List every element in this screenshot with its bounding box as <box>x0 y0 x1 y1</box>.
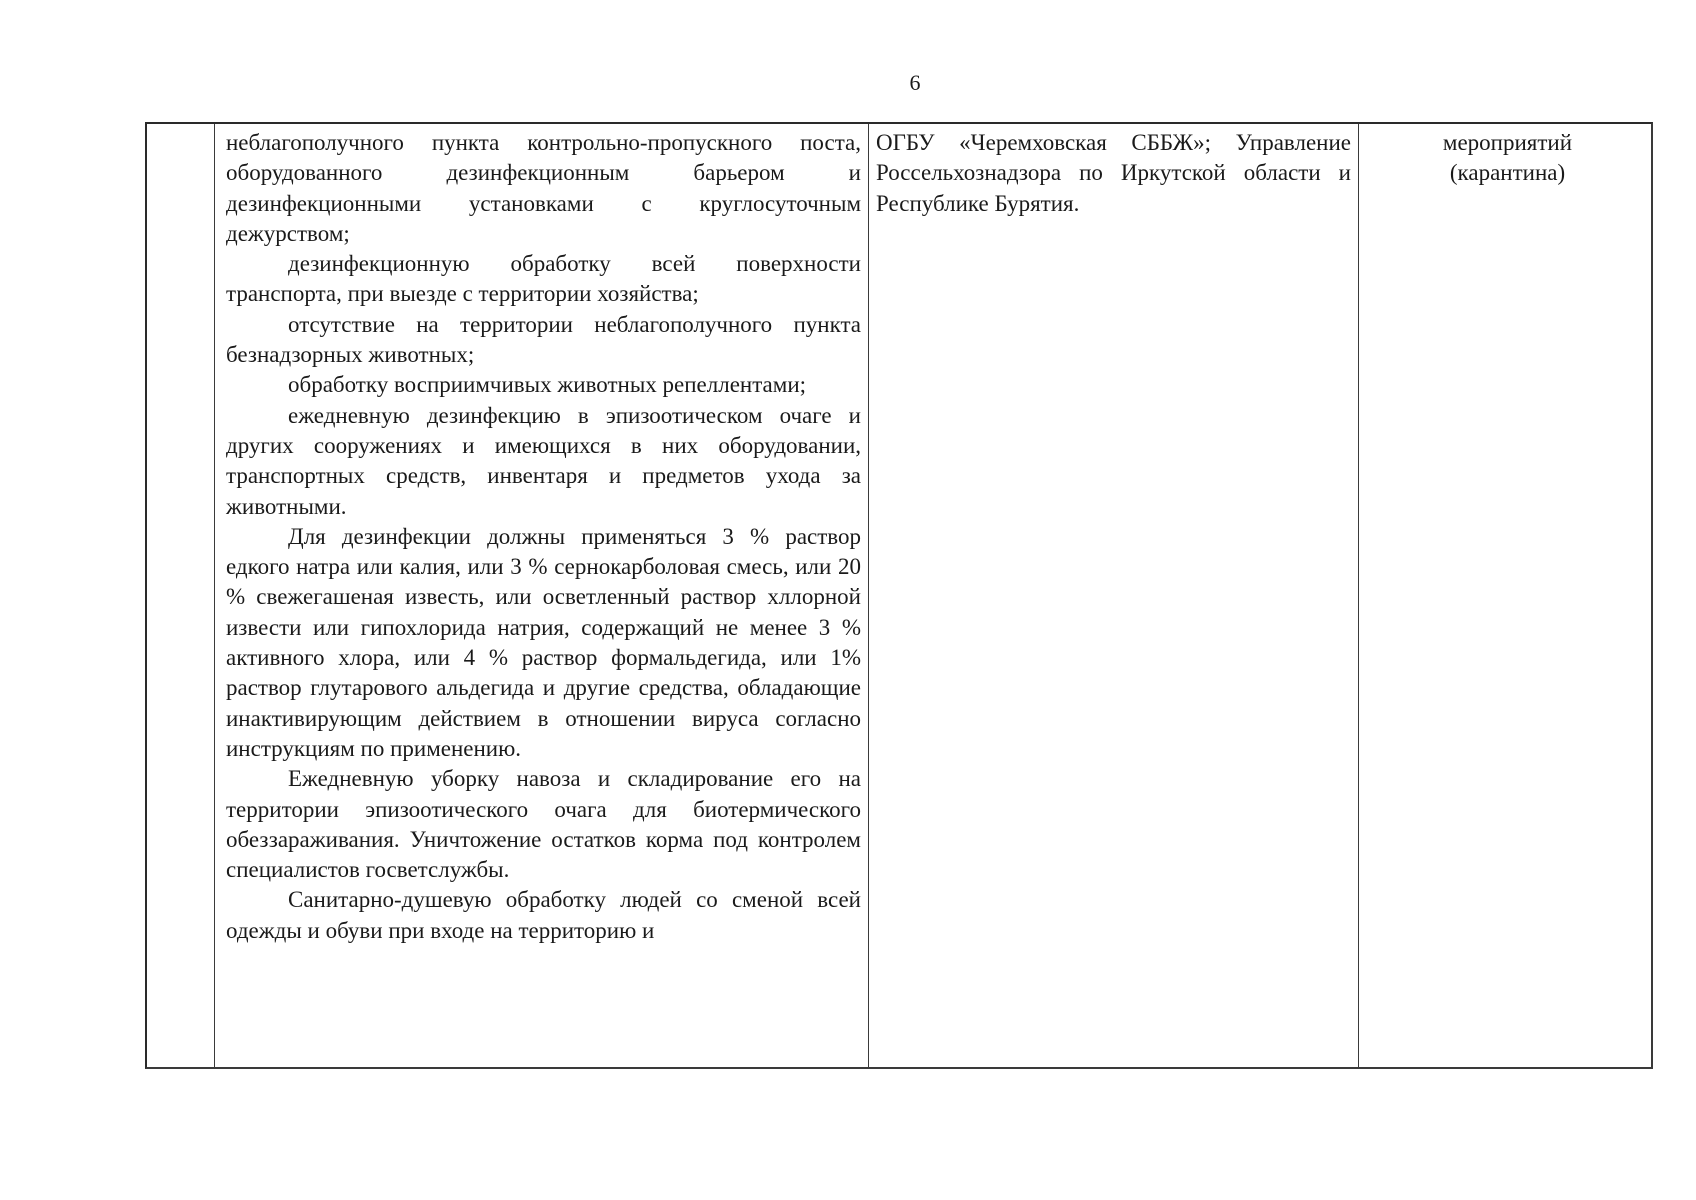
term-line: мероприятий <box>1442 130 1573 155</box>
column-divider <box>1358 124 1359 1067</box>
term-cell <box>1365 128 1650 189</box>
measures-paragraph: Для дезинфекции должны применяться 3 % раствор едкого натра или калия, или 3 % сернокарболовая смесь, или 20 % свежегашеная известь, или осветленный раствор хллорной извести или гипохлорида натрия, содержащий не менее 3 % активного хлора, или 4 % раствор формальдегида, или 1% раствор глутарового альдегида и другие средства, обладающие инактивирующим действием в отношении вируса согласно инструкциям по применению. <box>226 523 861 761</box>
measures-paragraph: Ежедневную уборку навоза и складирование его на территории эпизоотического очага для биотермического обеззараживания. Уничтожение остатков корма под контролем специалистов госветслужбы. <box>226 766 861 883</box>
measures-paragraph: ежедневную дезинфекцию в эпизоотическом очаге и других сооружениях и имеющихся в них оборудовании, транспортных средств, инвентаря и предметов ухода за животными. <box>226 402 861 519</box>
measures-cell <box>226 128 861 946</box>
column-divider <box>868 124 869 1067</box>
term-line: (карантина) <box>1449 160 1566 186</box>
measures-paragraph: отсутствие на территории неблагополучного пункта безнадзорных животных; <box>226 311 861 368</box>
responsible-cell: ОГБУ «Черемховская СББЖ»; Управление Россельхознадзора по Иркутской области и Республике Бурятия. <box>876 130 1351 216</box>
page-number: 6 <box>909 70 921 95</box>
column-divider <box>214 124 215 1067</box>
measures-paragraph: Санитарно-душевую обработку людей со сменой всей одежды и обуви при входе на территорию и <box>226 887 861 943</box>
measures-table <box>145 122 1653 1069</box>
measures-paragraph: дезинфекционную обработку всей поверхности транспорта, при выезде с территории хозяйства; <box>226 251 861 307</box>
measures-paragraph: обработку восприимчивых животных репеллентами; <box>288 372 807 398</box>
measures-paragraph: неблагополучного пункта контрольно-пропускного поста, оборудованного дезинфекционным барьером и дезинфекционными установками с круглосуточным дежурством; <box>226 130 861 246</box>
